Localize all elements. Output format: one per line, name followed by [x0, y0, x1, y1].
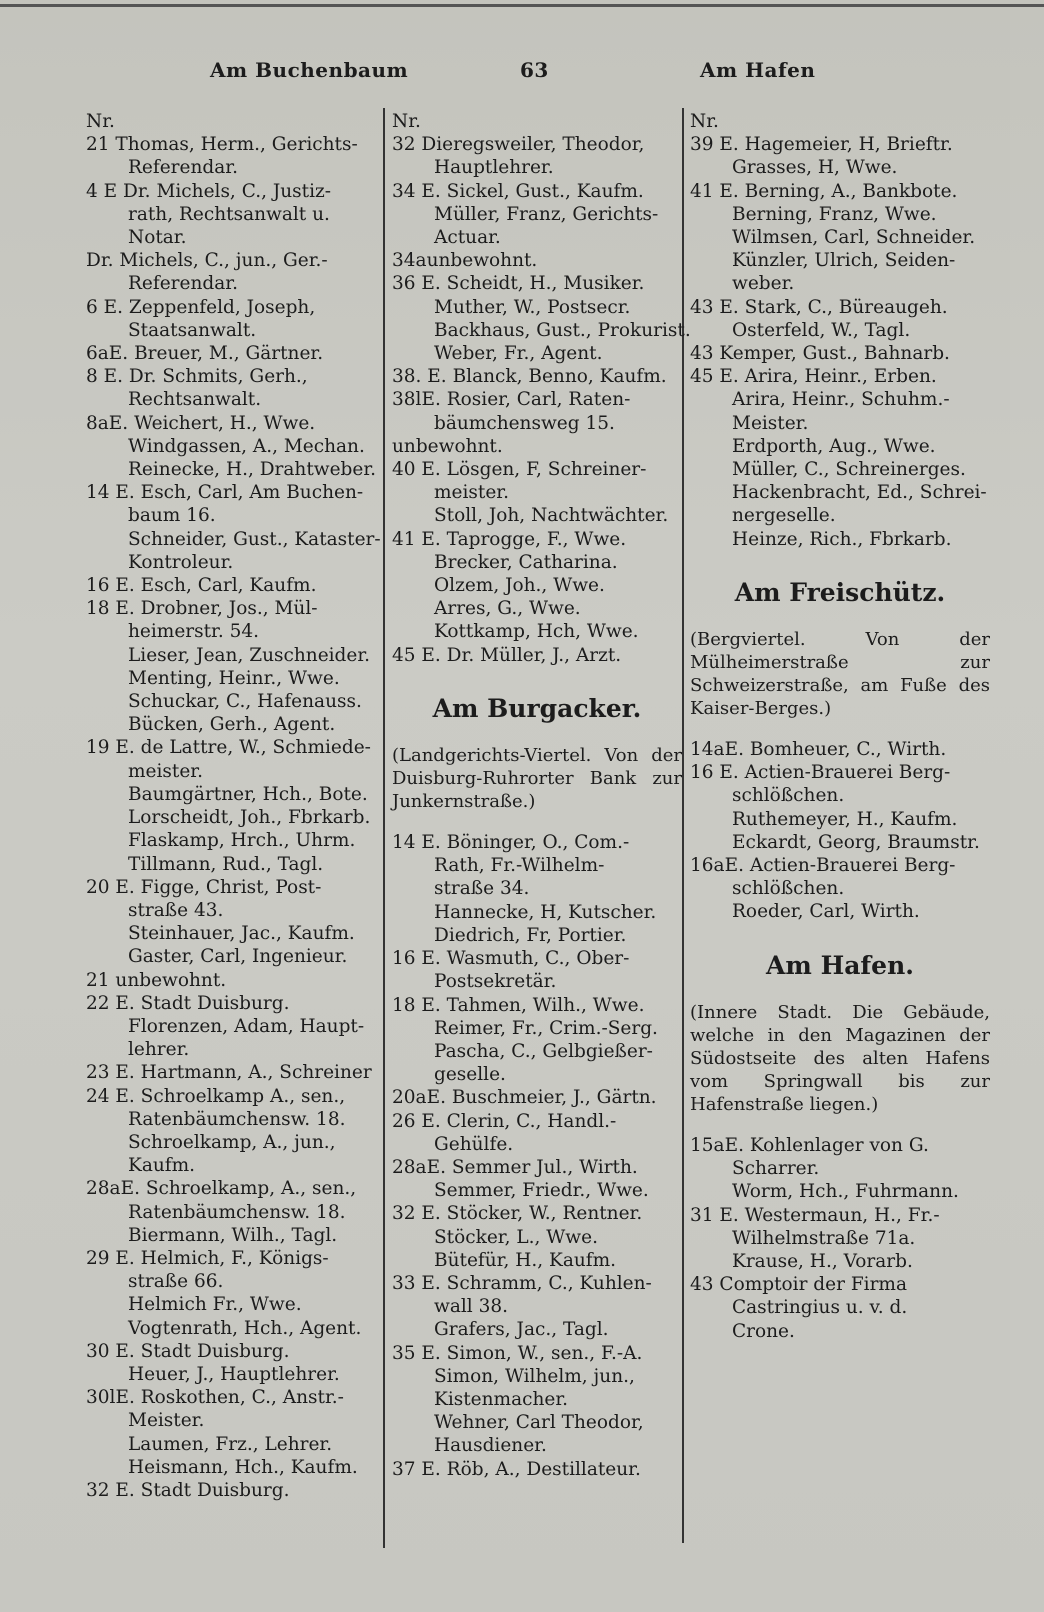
directory-entry-line: weber.: [732, 273, 795, 295]
directory-entry-line: Ratenbäumchensw. 18.: [128, 1201, 346, 1223]
directory-entry-line: Krause, H., Vorarb.: [732, 1250, 913, 1272]
directory-entry-line: 14 E. Esch, Carl, Am Buchen-: [86, 482, 364, 504]
section-description: (Innere Stadt. Die Gebäude, welche in den Magazinen der Südostseite des alten Hafens vom Springwall bis zur Hafenstraße liegen.): [690, 1001, 990, 1115]
directory-entry-line: Baumgärtner, Hch., Bote.: [128, 783, 368, 805]
directory-entry-line: heimerstr. 54.: [128, 621, 260, 643]
directory-entry-line: Semmer, Friedr., Wwe.: [434, 1180, 649, 1202]
directory-entry-line: 26 E. Clerin, C., Handl.-: [392, 1110, 617, 1132]
directory-entry-line: wall 38.: [434, 1296, 508, 1318]
directory-entry-line: Hackenbracht, Ed., Schrei-: [732, 482, 987, 504]
directory-entry-line: 43 E. Stark, C., Büreaugeh.: [690, 296, 948, 318]
directory-entry-line: Kontroleur.: [128, 551, 234, 573]
directory-entry-line: Worm, Hch., Fuhrmann.: [732, 1181, 959, 1203]
page-number: 63: [520, 58, 549, 82]
directory-entry-line: Arira, Heinr., Schuhm.-: [732, 389, 950, 411]
directory-entry-line: Meister.: [128, 1410, 205, 1432]
directory-entry-line: 33 E. Schramm, C., Kuhlen-: [392, 1272, 652, 1294]
directory-entry-line: unbewohnt.: [392, 435, 503, 457]
section-title: Am Burgacker.: [432, 693, 642, 723]
directory-entry-line: 18 E. Drobner, Jos., Mül-: [86, 598, 318, 620]
directory-entry-line: Lieser, Jean, Zuschneider.: [128, 644, 371, 666]
directory-entry-line: meister.: [434, 482, 509, 504]
directory-entry-line: Biermann, Wilh., Tagl.: [128, 1224, 338, 1246]
directory-entry-line: 20aE. Buschmeier, J., Gärtn.: [392, 1087, 657, 1109]
directory-entry-line: Müller, C., Schreinerges.: [732, 459, 966, 481]
directory-entry-line: 45 E. Dr. Müller, J., Arzt.: [392, 644, 622, 666]
directory-entry-line: Backhaus, Gust., Prokurist.: [434, 319, 691, 341]
directory-entry-line: Staatsanwalt.: [128, 319, 257, 341]
directory-entry-line: meister.: [128, 760, 203, 782]
section-title: Am Freischütz.: [734, 577, 946, 607]
directory-entry-line: 16 E. Wasmuth, C., Ober-: [392, 948, 630, 970]
directory-entry-line: Diedrich, Fr, Portier.: [434, 924, 627, 946]
directory-entry-line: 4 E Dr. Michels, C., Justiz-: [86, 180, 332, 202]
directory-entry-line: Lorscheidt, Joh., Fbrkarb.: [128, 807, 371, 829]
directory-entry-line: Castringius u. v. d.: [732, 1297, 908, 1319]
directory-entry-line: Berning, Franz, Wwe.: [732, 203, 937, 225]
directory-entry-line: Steinhauer, Jac., Kaufm.: [128, 923, 355, 945]
directory-entry-line: 38. E. Blanck, Benno, Kaufm.: [392, 366, 667, 388]
directory-entry-line: geselle.: [434, 1064, 506, 1086]
directory-entry-line: 31 E. Westermaun, H., Fr.-: [690, 1204, 940, 1226]
directory-entry-line: Helmich Fr., Wwe.: [128, 1294, 302, 1316]
directory-entry-line: Heinze, Rich., Fbrkarb.: [732, 528, 952, 550]
directory-entry-line: Windgassen, A., Mechan.: [128, 435, 365, 457]
directory-entry-line: Notar.: [128, 227, 187, 249]
directory-entry-line: 29 E. Helmich, F., Königs-: [86, 1247, 329, 1269]
directory-entry-line: Bütefür, H., Kaufm.: [434, 1249, 617, 1271]
directory-entry-line: Nr.: [86, 111, 115, 132]
directory-entry-line: schlößchen.: [732, 878, 845, 900]
directory-entry-line: Heuer, J., Hauptlehrer.: [128, 1363, 340, 1385]
directory-entry-line: Laumen, Frz., Lehrer.: [128, 1433, 333, 1455]
directory-entry-line: 34 E. Sickel, Gust., Kaufm.: [392, 180, 644, 202]
directory-entry-line: 6 E. Zeppenfeld, Joseph,: [86, 296, 316, 318]
directory-entry-line: Ratenbäumchensw. 18.: [128, 1108, 346, 1130]
section-description: (Bergviertel. Von der Mülheimerstraße zur Schweizerstraße, am Fuße des Kaiser-Berges.): [690, 629, 990, 720]
directory-entry-line: Referendar.: [128, 273, 238, 295]
directory-entry-line: 30 E. Stadt Duisburg.: [86, 1340, 290, 1362]
directory-entry-line: 15aE. Kohlenlager von G.: [690, 1134, 929, 1156]
directory-entry-line: 8aE. Weichert, H., Wwe.: [86, 412, 316, 434]
directory-entry-line: Vogtenrath, Hch., Agent.: [128, 1317, 362, 1339]
directory-entry-line: straße 43.: [128, 899, 224, 921]
directory-entry-line: Bücken, Gerh., Agent.: [128, 714, 336, 736]
directory-entry-line: Pascha, C., Gelbgießer-: [434, 1040, 653, 1062]
directory-entry-line: Menting, Heinr., Wwe.: [128, 667, 340, 689]
directory-entry-line: Crone.: [732, 1320, 795, 1342]
directory-entry-line: 43 Kemper, Gust., Bahnarb.: [690, 343, 950, 365]
directory-entry-line: 6aE. Breuer, M., Gärtner.: [86, 343, 324, 365]
section-title: Am Hafen.: [766, 950, 914, 980]
directory-entry-line: 34aunbewohnt.: [392, 250, 538, 272]
column-divider: [383, 108, 385, 1548]
directory-entry-line: baum 16.: [128, 505, 216, 527]
directory-entry-line: 30lE. Roskothen, C., Anstr.-: [86, 1387, 344, 1409]
directory-entry-line: Schneider, Gust., Kataster-: [128, 528, 381, 550]
directory-entry-line: 24 E. Schroelkamp A., sen.,: [86, 1085, 346, 1107]
directory-entry-line: 23 E. Hartmann, A., Schreiner: [86, 1062, 372, 1084]
directory-entry-line: Nr.: [392, 111, 421, 132]
directory-entry-line: 14aE. Bomheuer, C., Wirth.: [690, 739, 947, 761]
directory-entry-line: Eckardt, Georg, Braumstr.: [732, 831, 980, 853]
directory-entry-line: 21 unbewohnt.: [86, 969, 227, 991]
directory-entry-line: 19 E. de Lattre, W., Schmiede-: [86, 737, 371, 759]
directory-entry-line: 20 E. Figge, Christ, Post-: [86, 876, 322, 898]
directory-entry-line: Postsekretär.: [434, 971, 557, 993]
directory-entry-line: Brecker, Catharina.: [434, 551, 618, 573]
directory-entry-line: Kistenmacher.: [434, 1388, 569, 1410]
directory-entry-line: Müller, Franz, Gerichts-: [434, 203, 659, 225]
directory-entry-line: 43 Comptoir der Firma: [690, 1274, 907, 1296]
directory-entry-line: 16aE. Actien-Brauerei Berg-: [690, 855, 956, 877]
directory-entry-line: 38lE. Rosier, Carl, Raten-: [392, 389, 631, 411]
directory-entry-line: straße 66.: [128, 1271, 224, 1293]
directory-entry-line: 45 E. Arira, Heinr., Erben.: [690, 366, 937, 388]
directory-entry-line: Rath, Fr.-Wilhelm-: [434, 855, 605, 877]
directory-entry-line: Nr.: [690, 111, 719, 132]
directory-entry-line: Olzem, Joh., Wwe.: [434, 575, 605, 597]
directory-entry-line: 41 E. Berning, A., Bankbote.: [690, 180, 958, 202]
directory-entry-line: Simon, Wilhelm, jun.,: [434, 1365, 635, 1387]
directory-entry-line: straße 34.: [434, 878, 530, 900]
top-rule: [0, 4, 1044, 7]
directory-entry-line: bäumchensweg 15.: [434, 412, 615, 434]
directory-entry-line: rath, Rechtsanwalt u.: [128, 203, 330, 225]
directory-entry-line: 8 E. Dr. Schmits, Gerh.,: [86, 366, 308, 388]
directory-entry-line: Arres, G., Wwe.: [434, 598, 581, 620]
directory-entry-line: Grafers, Jac., Tagl.: [434, 1319, 609, 1341]
directory-entry-line: Florenzen, Adam, Haupt-: [128, 1015, 365, 1037]
directory-entry-line: Schuckar, C., Hafenauss.: [128, 691, 362, 713]
directory-entry-line: 16 E. Esch, Carl, Kaufm.: [86, 575, 317, 597]
directory-entry-line: Kaufm.: [128, 1155, 196, 1177]
directory-entry-line: schlößchen.: [732, 785, 845, 807]
directory-entry-line: Dr. Michels, C., jun., Ger.-: [86, 250, 328, 272]
directory-entry-line: 18 E. Tahmen, Wilh., Wwe.: [392, 994, 645, 1016]
directory-entry-line: Wehner, Carl Theodor,: [434, 1412, 644, 1434]
column-right: [690, 110, 990, 1343]
directory-entry-line: Rechtsanwalt.: [128, 389, 262, 411]
directory-entry-line: nergeselle.: [732, 505, 836, 527]
directory-entry-line: 14 E. Böninger, O., Com.-: [392, 832, 630, 854]
directory-entry-line: 28aE. Semmer Jul., Wirth.: [392, 1156, 638, 1178]
directory-entry-line: Reinecke, H., Drahtweber.: [128, 459, 377, 481]
directory-entry-line: Hannecke, H, Kutscher.: [434, 901, 657, 923]
directory-entry-line: Stöcker, L., Wwe.: [434, 1226, 598, 1248]
directory-entry-line: Reimer, Fr., Crim.-Serg.: [434, 1017, 658, 1039]
directory-entry-line: Flaskamp, Hrch., Uhrm.: [128, 830, 356, 852]
directory-entry-line: Wilmsen, Carl, Schneider.: [732, 227, 976, 249]
running-head-left: Am Buchenbaum: [210, 58, 409, 82]
directory-entry-line: 22 E. Stadt Duisburg.: [86, 992, 290, 1014]
directory-entry-line: Referendar.: [128, 157, 238, 179]
directory-entry-line: Scharrer.: [732, 1158, 820, 1180]
directory-entry-line: Gaster, Carl, Ingenieur.: [128, 946, 348, 968]
directory-entry-line: 37 E. Röb, A., Destillateur.: [392, 1458, 641, 1480]
directory-entry-line: Weber, Fr., Agent.: [434, 343, 603, 365]
column-middle: [392, 110, 691, 1481]
directory-entry-line: lehrer.: [128, 1039, 190, 1061]
directory-entry-line: Meister.: [732, 412, 809, 434]
directory-entry-line: 35 E. Simon, W., sen., F.-A.: [392, 1342, 643, 1364]
directory-entry-line: Kottkamp, Hch, Wwe.: [434, 621, 639, 643]
running-head-right: Am Hafen: [700, 58, 816, 82]
directory-entry-line: Schroelkamp, A., jun.,: [128, 1131, 336, 1153]
directory-entry-line: Heismann, Hch., Kaufm.: [128, 1456, 358, 1478]
directory-entry-line: Tillmann, Rud., Tagl.: [128, 853, 324, 875]
section-description: (Landgerichts-Viertel. Von der Duisburg-Ruhrorter Bank zur Junkernstraße.): [392, 745, 682, 813]
directory-entry-line: 36 E. Scheidt, H., Musiker.: [392, 273, 645, 295]
directory-entry-line: Erdporth, Aug., Wwe.: [732, 435, 936, 457]
directory-entry-line: Wilhelmstraße 71a.: [732, 1227, 916, 1249]
directory-entry-line: Grasses, H, Wwe.: [732, 157, 898, 179]
directory-entry-line: Hauptlehrer.: [434, 157, 554, 179]
directory-entry-line: 16 E. Actien-Brauerei Berg-: [690, 762, 951, 784]
directory-entry-line: 32 E. Stöcker, W., Rentner.: [392, 1203, 643, 1225]
directory-entry-line: 28aE. Schroelkamp, A., sen.,: [86, 1178, 357, 1200]
directory-entry-line: 32 Dieregsweiler, Theodor,: [392, 134, 645, 156]
directory-entry-line: Muther, W., Postsecr.: [434, 296, 631, 318]
directory-entry-line: Gehülfe.: [434, 1133, 514, 1155]
directory-entry-line: Osterfeld, W., Tagl.: [732, 319, 911, 341]
directory-entry-line: 39 E. Hagemeier, H, Brieftr.: [690, 134, 953, 156]
directory-entry-line: Künzler, Ulrich, Seiden-: [732, 250, 956, 272]
directory-entry-line: 32 E. Stadt Duisburg.: [86, 1479, 290, 1501]
directory-entry-line: 41 E. Taprogge, F., Wwe.: [392, 528, 627, 550]
directory-entry-line: 40 E. Lösgen, F, Schreiner-: [392, 459, 647, 481]
directory-entry-line: Roeder, Carl, Wirth.: [732, 901, 920, 923]
directory-entry-line: Actuar.: [434, 227, 501, 249]
column-left: [86, 110, 381, 1502]
directory-entry-line: Ruthemeyer, H., Kaufm.: [732, 808, 958, 830]
directory-entry-line: 21 Thomas, Herm., Gerichts-: [86, 134, 358, 156]
directory-entry-line: Stoll, Joh, Nachtwächter.: [434, 505, 669, 527]
directory-entry-line: Hausdiener.: [434, 1435, 547, 1457]
